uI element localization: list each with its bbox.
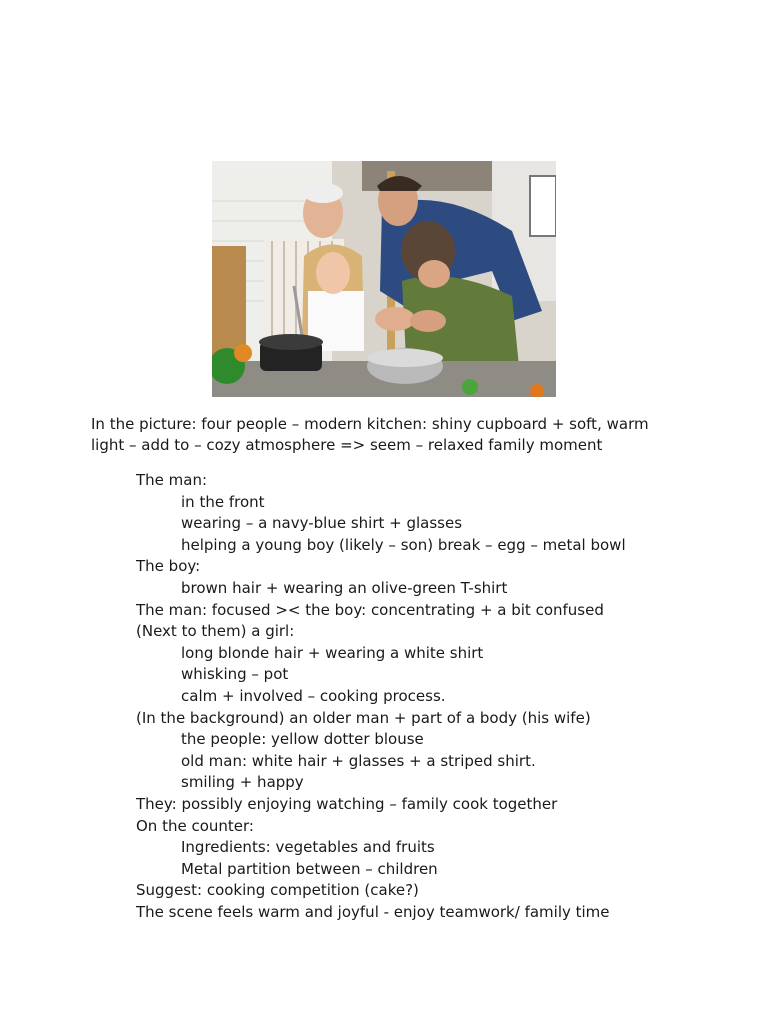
intro-line-1: In the picture: four people – modern kitchen: shiny cupboard + soft, warm <box>91 415 649 433</box>
note-line: Metal partition between – children <box>181 859 438 878</box>
note-line: (Next to them) a girl: <box>136 622 295 641</box>
note-line: (In the background) an older man + part of a body (his wife) <box>136 708 591 727</box>
note-line: smiling + happy <box>181 773 304 792</box>
note-line: the people: yellow dotter blouse <box>181 730 424 749</box>
note-line: helping a young boy (likely – son) break – egg – metal bowl <box>181 535 626 554</box>
note-line: calm + involved – cooking process. <box>181 686 446 705</box>
family-cooking-photo <box>212 161 556 397</box>
intro-paragraph <box>91 414 691 456</box>
note-line: wearing – a navy-blue shirt + glasses <box>181 514 463 533</box>
note-line: whisking – pot <box>181 665 289 684</box>
note-line: Suggest: cooking competition (cake?) <box>136 881 419 900</box>
note-line: The man: <box>136 471 208 489</box>
note-line: The scene feels warm and joyful - enjoy teamwork/ family time <box>136 902 610 921</box>
note-line: brown hair + wearing an olive-green T-shirt <box>181 578 508 597</box>
intro-line-2: light – add to – cozy atmosphere => seem – relaxed family moment <box>91 436 603 454</box>
note-line: The man: focused >< the boy: concentrating + a bit confused <box>136 600 604 619</box>
note-line: in the front <box>181 492 265 511</box>
note-line: long blonde hair + wearing a white shirt <box>181 643 484 662</box>
note-line: Ingredients: vegetables and fruits <box>181 838 435 857</box>
note-line: The boy: <box>136 557 201 576</box>
note-line: old man: white hair + glasses + a striped shirt. <box>181 751 536 770</box>
notes-list <box>136 470 736 923</box>
note-line: On the counter: <box>136 816 254 835</box>
note-line: They: possibly enjoying watching – family cook together <box>136 794 558 813</box>
